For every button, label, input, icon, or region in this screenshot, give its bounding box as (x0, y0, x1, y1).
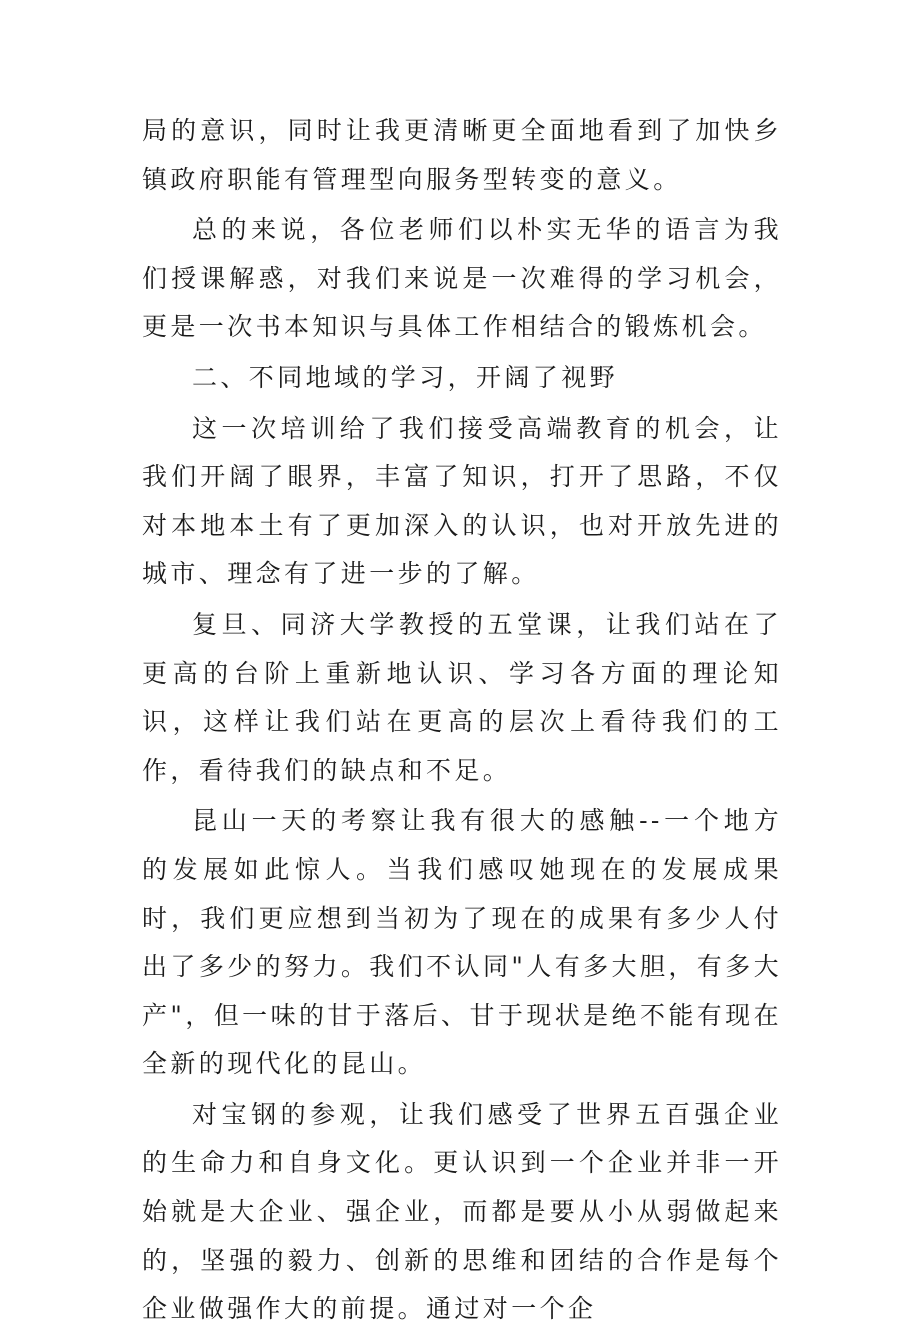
paragraph-continued: 局的意识，同时让我更清晰更全面地看到了加快乡镇政府职能有管理型向服务型转变的意义。 (142, 116, 782, 194)
document-body (142, 107, 782, 1336)
paragraph-lectures: 复旦、同济大学教授的五堂课，让我们站在了更高的台阶上重新地认识、学习各方面的理论知识，这样让我们站在更高的层次上看待我们的工作，看待我们的缺点和不足。 (142, 609, 782, 785)
section-heading: 二、不同地域的学习，开阔了视野 (192, 362, 619, 392)
paragraph-baosteel: 对宝钢的参观，让我们感受了世界五百强企业的生命力和自身文化。更认识到一个企业并非一开始就是大企业、强企业，而都是要从小从弱做起来的，坚强的毅力、创新的思维和团结的合作是每个企业做强作大的前提。通过对一个企 (142, 1099, 782, 1324)
paragraph-kunshan: 昆山一天的考察让我有很大的感触--一个地方的发展如此惊人。当我们感叹她现在的发展成果时，我们更应想到当初为了现在的成果有多少人付出了多少的努力。我们不认同"人有多大胆，有多大产"，但一味的甘于落后、甘于现状是绝不能有现在全新的现代化的昆山。 (142, 806, 782, 1079)
paragraph-training: 这一次培训给了我们接受高端教育的机会，让我们开阔了眼界，丰富了知识，打开了思路，不仅对本地本土有了更加深入的认识，也对开放先进的城市、理念有了进一步的了解。 (142, 413, 782, 589)
paragraph-summary: 总的来说，各位老师们以朴实无华的语言为我们授课解惑，对我们来说是一次难得的学习机会，更是一次书本知识与具体工作相结合的锻炼机会。 (142, 215, 782, 342)
